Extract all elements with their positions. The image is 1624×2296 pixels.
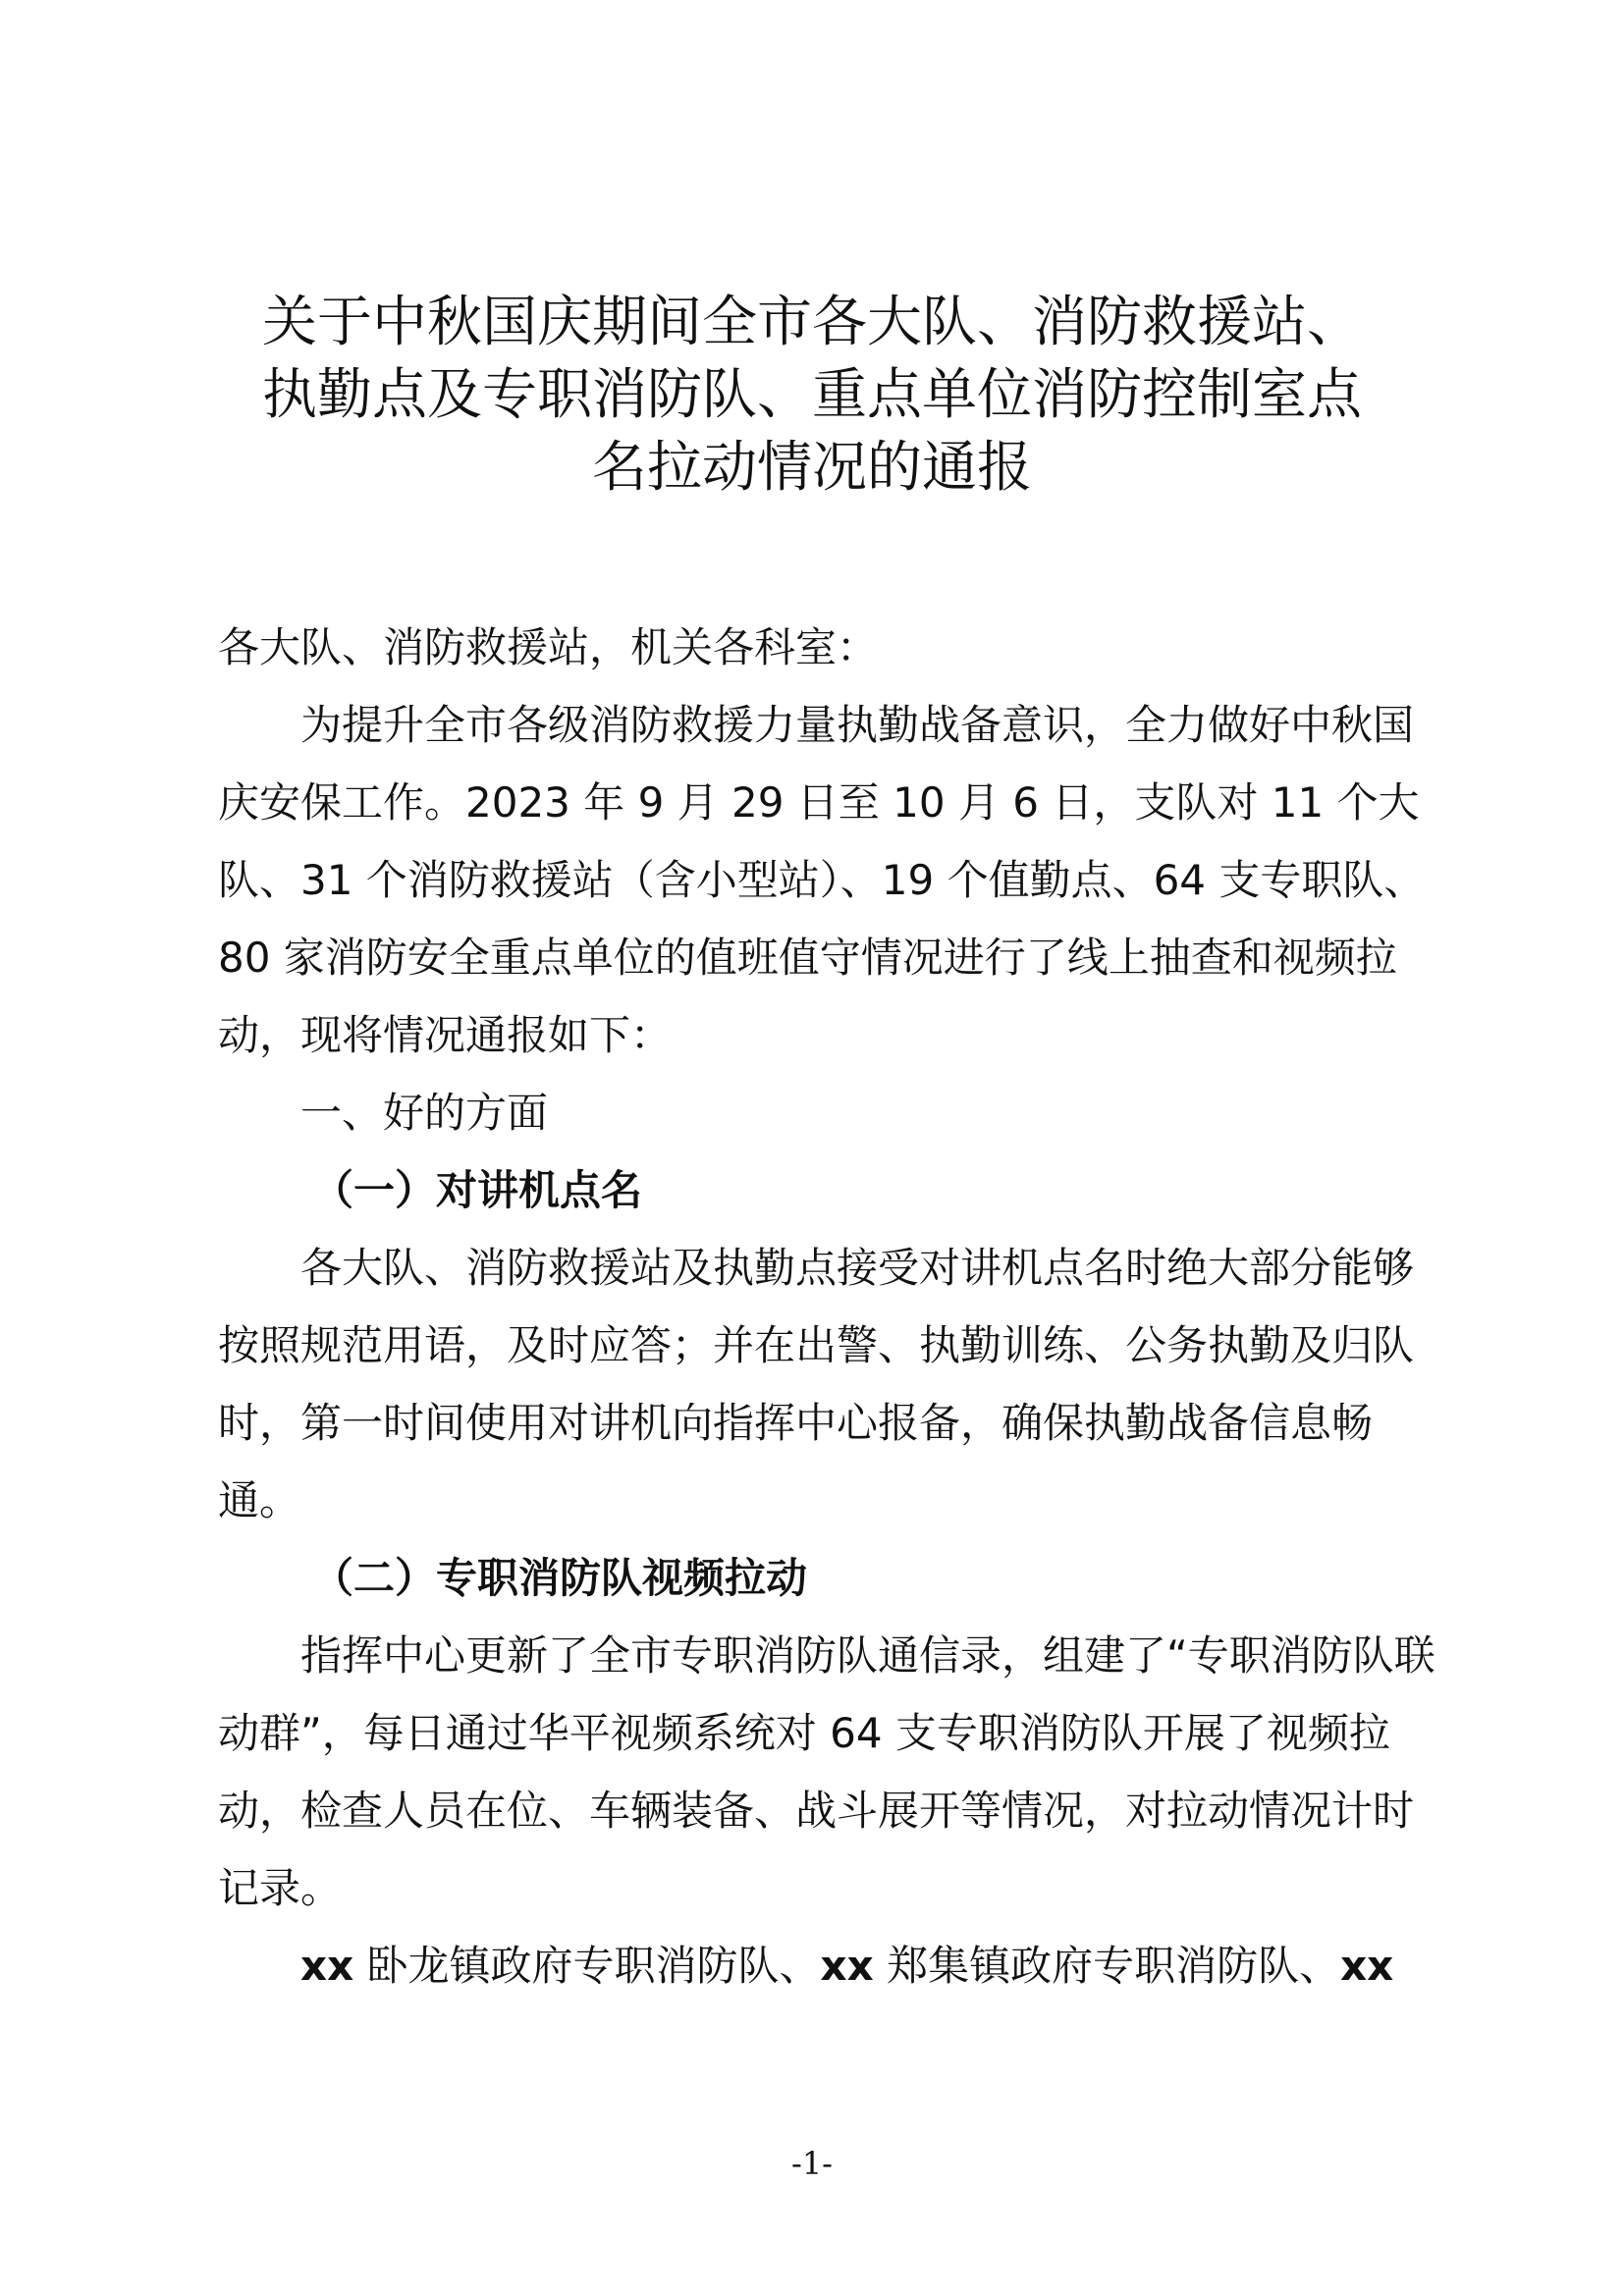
subsection-heading-2: （二）专职消防队视频拉动 [312,1554,808,1602]
salutation: 各大队、消防救援站，机关各科室： [218,623,879,671]
title-line-2: 执勤点及专职消防队、重点单位消防控制室点 [262,363,1362,427]
subsection-body-2: 指挥中心更新了全市专职消防队通信录，组建了“专职消防队联动群”，每日通过华平视频系统对 64 支专职消防队开展了视频拉动，检查人员在位、车辆装备、战斗展开等情况，对拉动情况计时记录。 [218,1631,1435,1912]
subsection-heading-1: （一）对讲机点名 [312,1166,643,1214]
title-line-3: 名拉动情况的通报 [592,436,1032,500]
document-body [218,609,1435,2004]
last-para-text-2: 郑集镇政府专职消防队、 [873,1942,1341,1990]
document-title [196,287,1428,505]
subsection-body-1: 各大队、消防救援站及执勤点接受对讲机点名时绝大部分能够按照规范用语，及时应答；并在出警、执勤训练、公务执勤及归队时，第一时间使用对讲机向指挥中心报备，确保执勤战备信息畅通。 [218,1244,1415,1524]
placeholder-xx-3: xx [1340,1942,1394,1990]
placeholder-xx-2: xx [820,1942,874,1990]
intro-paragraph: 为提升全市各级消防救援力量执勤战备意识，全力做好中秋国庆安保工作。2023 年 9 月 29 日至 10 月 6 日，支队对 11 个大队、31 个消防救援站（含小型站）、19 个值勤点、64 支专职队、80 家消防安全重点单位的值班值守情况进行了线上抽查和视频拉动，现将情况通报如下： [218,701,1426,1059]
section-heading-1: 一、好的方面 [300,1089,549,1137]
page-number: -1- [791,2145,833,2182]
placeholder-xx-1: xx [300,1942,354,1990]
last-para-text-1: 卧龙镇政府专职消防队、 [353,1942,821,1990]
last-paragraph [218,1927,1435,2004]
title-line-1: 关于中秋国庆期间全市各大队、消防救援站、 [262,291,1362,354]
